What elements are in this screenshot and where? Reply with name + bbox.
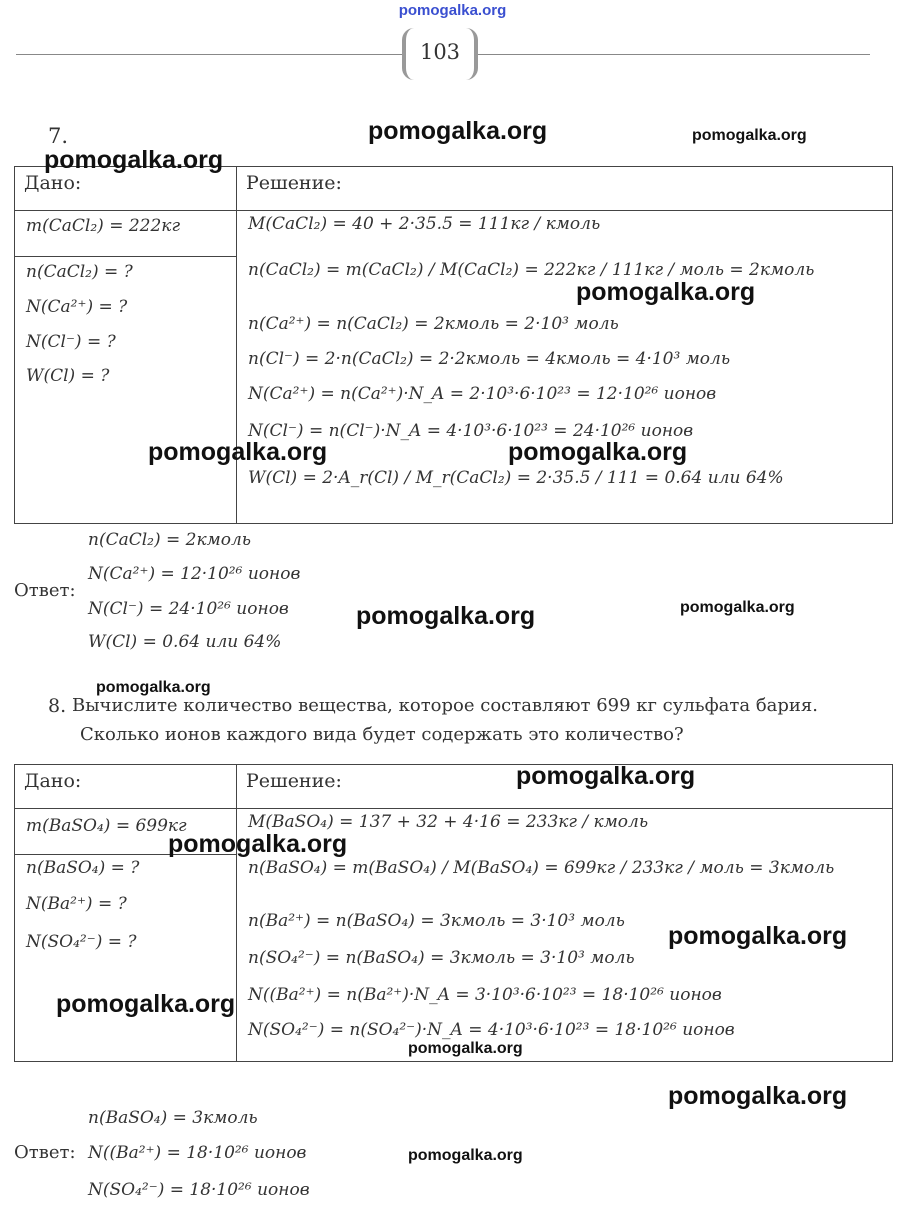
task8-solution-label: Решение: (246, 770, 342, 792)
task8-find-3: N(SO₄²⁻) = ? (26, 932, 137, 952)
task8-solution-line-1: M(BaSO₄) = 137 + 32 + 4·16 = 233кг / кмоль (248, 812, 649, 832)
watermark-text: pomogalka.org (516, 762, 696, 790)
task7-column-divider (236, 166, 237, 524)
task8-answer-1: n(BaSO₄) = 3кмоль (88, 1108, 258, 1128)
task7-find-1: n(CaCl₂) = ? (26, 262, 133, 282)
watermark-text: pomogalka.org (148, 438, 328, 466)
task8-find-1: n(BaSO₄) = ? (26, 858, 140, 878)
task7-given-label: Дано: (24, 172, 82, 194)
watermark-text: pomogalka.org (368, 117, 548, 145)
watermark-text: pomogalka.org (356, 602, 536, 630)
task7-answer-2: N(Ca²⁺) = 12·10²⁶ ионов (88, 564, 301, 584)
page-number: 103 (402, 28, 478, 80)
task7-solution-line-4: n(Cl⁻) = 2·n(CaCl₂) = 2·2кмоль = 4кмоль = 4·10³ моль (248, 349, 731, 369)
task7-solution-line-1: M(CaCl₂) = 40 + 2·35.5 = 111кг / кмоль (248, 214, 601, 234)
watermark-text: pomogalka.org (44, 146, 224, 174)
task7-solution-line-2: n(CaCl₂) = m(CaCl₂) / M(CaCl₂) = 222кг / 111кг / моль = 2кмоль (248, 260, 815, 280)
task7-answer-1: n(CaCl₂) = 2кмоль (88, 530, 252, 550)
task7-solution-line-3: n(Ca²⁺) = n(CaCl₂) = 2кмоль = 2·10³ моль (248, 314, 619, 334)
task8-solution-line-4: n(SO₄²⁻) = n(BaSO₄) = 3кмоль = 3·10³ моль (248, 948, 635, 968)
watermark-text: pomogalka.org (692, 127, 807, 144)
task8-find-2: N(Ba²⁺) = ? (26, 894, 127, 914)
task8-question-line-2: Сколько ионов каждого вида будет содержать это количество? (80, 724, 684, 745)
watermark-text: pomogalka.org (668, 922, 848, 950)
task8-header-divider (14, 808, 893, 809)
watermark-text: pomogalka.org (56, 990, 236, 1018)
task7-answer-label: Ответ: (14, 580, 76, 601)
task7-answer-4: W(Cl) = 0.64 или 64% (88, 632, 282, 652)
watermark-text: pomogalka.org (168, 830, 348, 858)
task8-solution-line-5: N((Ba²⁺) = n(Ba²⁺)·N_A = 3·10³·6·10²³ = 18·10²⁶ ионов (248, 985, 722, 1005)
watermark-text: pomogalka.org (408, 1147, 523, 1164)
task7-answer-3: N(Cl⁻) = 24·10²⁶ ионов (88, 599, 289, 619)
task8-given-label: Дано: (24, 770, 82, 792)
task8-solution-line-2: n(BaSO₄) = m(BaSO₄) / M(BaSO₄) = 699кг / 233кг / моль = 3кмоль (248, 858, 835, 878)
task7-find-4: W(Cl) = ? (26, 366, 110, 386)
watermark-text: pomogalka.org (680, 599, 795, 616)
task8-question-line-1: Вычислите количество вещества, которое составляют 699 кг сульфата бария. (72, 695, 818, 716)
task8-answer-2: N((Ba²⁺) = 18·10²⁶ ионов (88, 1143, 307, 1163)
task7-solution-line-7: W(Cl) = 2·A_r(Cl) / M_r(CaCl₂) = 2·35.5 / 111 = 0.64 или 64% (248, 468, 784, 488)
watermark-text: pomogalka.org (508, 438, 688, 466)
task7-header-divider (14, 210, 893, 211)
task7-find-3: N(Cl⁻) = ? (26, 332, 116, 352)
task8-number: 8. (48, 695, 67, 717)
task7-solution-label: Решение: (246, 172, 342, 194)
task7-given-data: m(CaCl₂) = 222кг (26, 216, 181, 236)
watermark-text: pomogalka.org (408, 1040, 523, 1057)
task7-solution-line-5: N(Ca²⁺) = n(Ca²⁺)·N_A = 2·10³·6·10²³ = 12·10²⁶ ионов (248, 384, 717, 404)
task7-find-2: N(Ca²⁺) = ? (26, 297, 128, 317)
task8-answer-label: Ответ: (14, 1142, 76, 1163)
task7-number: 7. (48, 124, 69, 148)
watermark-text: pomogalka.org (668, 1082, 848, 1110)
task8-given-data: m(BaSO₄) = 699кг (26, 816, 187, 836)
task7-solution-line-6: N(Cl⁻) = n(Cl⁻)·N_A = 4·10³·6·10²³ = 24·10²⁶ ионов (248, 421, 694, 441)
task8-solution-line-6: N(SO₄²⁻) = n(SO₄²⁻)·N_A = 4·10³·6·10²³ = 18·10²⁶ ионов (248, 1020, 735, 1040)
header-site-watermark: pomogalka.org (398, 2, 507, 19)
watermark-text: pomogalka.org (576, 278, 756, 306)
task8-answer-3: N(SO₄²⁻) = 18·10²⁶ ионов (88, 1180, 310, 1200)
task8-solution-line-3: n(Ba²⁺) = n(BaSO₄) = 3кмоль = 3·10³ моль (248, 911, 625, 931)
task7-given-divider (14, 256, 236, 257)
watermark-text: pomogalka.org (96, 679, 211, 696)
